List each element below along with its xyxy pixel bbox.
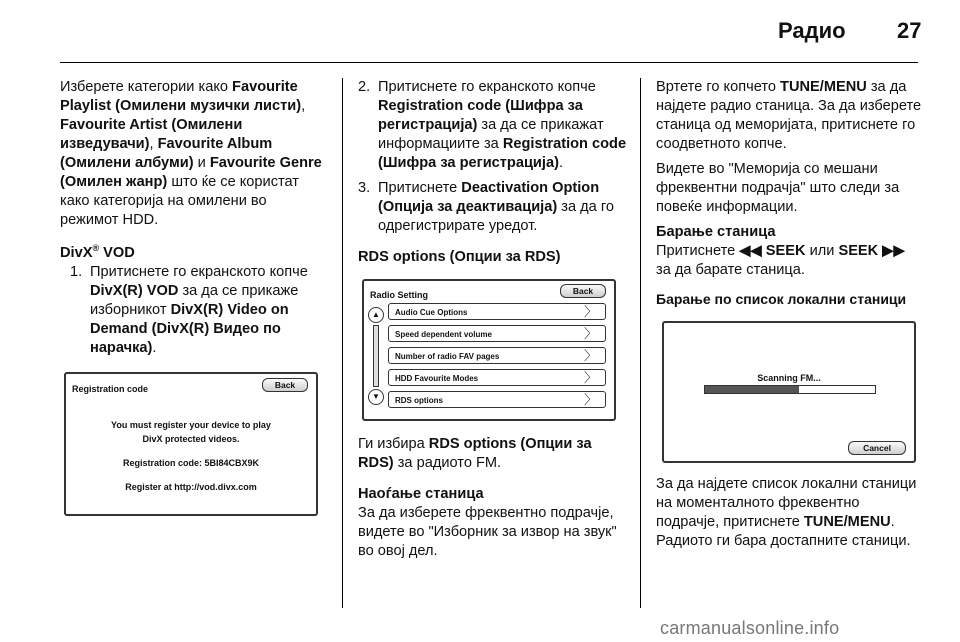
- rds-options-paragraph: Ги избира RDS options (Опции за RDS) за радиото FM.: [358, 436, 592, 471]
- menu-item-rds-options[interactable]: RDS options 〉: [388, 391, 606, 408]
- screen-title: Radio Setting: [370, 290, 428, 300]
- menu-item-fav-pages[interactable]: Number of radio FAV pages 〉: [388, 347, 606, 364]
- scan-progress-bar: [704, 385, 876, 394]
- scanning-screen: [662, 321, 916, 463]
- register-message-line2: DivX protected videos.: [142, 433, 240, 444]
- menu-item-audio-cue[interactable]: Audio Cue Options 〉: [388, 303, 606, 320]
- step-1: 1. Притиснете го екранското копче DivX(R) VOD за да се прикаже изборникот DivX(R) Video on Demand (DivX(R) Видео по нарачка).: [70, 263, 308, 356]
- intro-paragraph: Изберете категории како Favourite Playlist (Омилени музички листи), Favourite Artist (Омилени изведувачи), Favourite Album (Омилени албуми) и Favourite Genre (Омилен жанр) што ќе се користат како категорија на омилени во режимот HDD.: [60, 79, 322, 228]
- register-url-text: Register at http://vod.divx.com: [125, 481, 257, 492]
- radio-setting-screen: [362, 279, 616, 421]
- divx-vod-heading: DivX® VOD: [60, 243, 135, 261]
- seek-station-heading: Барање станица: [656, 224, 776, 240]
- register-message-line1: You must register your device to play: [111, 419, 271, 430]
- column-divider-1: [342, 78, 343, 608]
- finding-station-paragraph: За да изберете фреквентно подрачје, видете во "Изборник за извор на звук" во овој дел.: [358, 505, 617, 559]
- rds-options-heading: RDS options (Опции за RDS): [358, 249, 561, 265]
- column-2: [358, 78, 628, 561]
- scanning-text: Scanning FM...: [757, 373, 821, 383]
- finding-station-heading: Наоѓање станица: [358, 486, 484, 502]
- step-3: 3. Притиснете Deactivation Option (Опција за деактивација) за да го одрегистрирате уредот.: [358, 180, 614, 234]
- tune-menu-paragraph: Вртете го копчето TUNE/MENU за да најдете радио станица. За да изберете станица од меморијата, притиснете го соодветното копче.: [656, 79, 922, 152]
- scroll-up-icon[interactable]: ▲: [368, 307, 384, 323]
- scroll-down-icon[interactable]: ▼: [368, 389, 384, 405]
- chevron-right-icon: 〉: [583, 304, 597, 319]
- back-button[interactable]: Back: [560, 284, 606, 298]
- seek-station-paragraph: Притиснете ◀◀ SEEK или SEEK ▶▶ за да барате станица.: [656, 243, 905, 278]
- cancel-button[interactable]: Cancel: [848, 441, 906, 455]
- screen-title: Registration code: [72, 383, 149, 394]
- column-1: [60, 78, 328, 516]
- menu-item-speed-volume[interactable]: Speed dependent volume 〉: [388, 325, 606, 342]
- chevron-right-icon: 〉: [583, 348, 597, 363]
- column-3: [656, 78, 922, 551]
- column-divider-2: [640, 78, 641, 608]
- registration-code-screen: [64, 372, 318, 516]
- local-list-heading: Барање по список локални станици: [656, 291, 907, 307]
- page-number: 27: [897, 18, 922, 43]
- memory-reference-paragraph: Видете во "Меморија со мешани фреквентни подрачја" што следи за повеќе информации.: [656, 161, 900, 215]
- watermark-footer: carmanualsonline.info: [660, 618, 840, 638]
- menu-item-hdd-favourite[interactable]: HDD Favourite Modes 〉: [388, 369, 606, 386]
- back-button[interactable]: Back: [262, 378, 308, 392]
- scrollbar-track[interactable]: [373, 325, 379, 387]
- step-2: 2. Притиснете го екранското копче Registration code (Шифра за регистрација) за да се прикажат информациите за Registration code (Шифра за регистрација).: [358, 79, 627, 171]
- header-rule: [60, 62, 918, 63]
- page-header-title: Радио: [778, 18, 846, 43]
- registration-code-text: Registration code: 5BI84CBX9K: [122, 457, 260, 468]
- scan-progress-fill: [705, 386, 799, 393]
- chevron-right-icon: 〉: [583, 392, 597, 407]
- local-list-paragraph: За да најдете список локални станици на моменталното фреквентно подрачје, притиснете TUNE/MENU. Радиото ги бара достапните станици.: [656, 476, 917, 549]
- chevron-right-icon: 〉: [583, 326, 597, 341]
- chevron-right-icon: 〉: [583, 370, 597, 385]
